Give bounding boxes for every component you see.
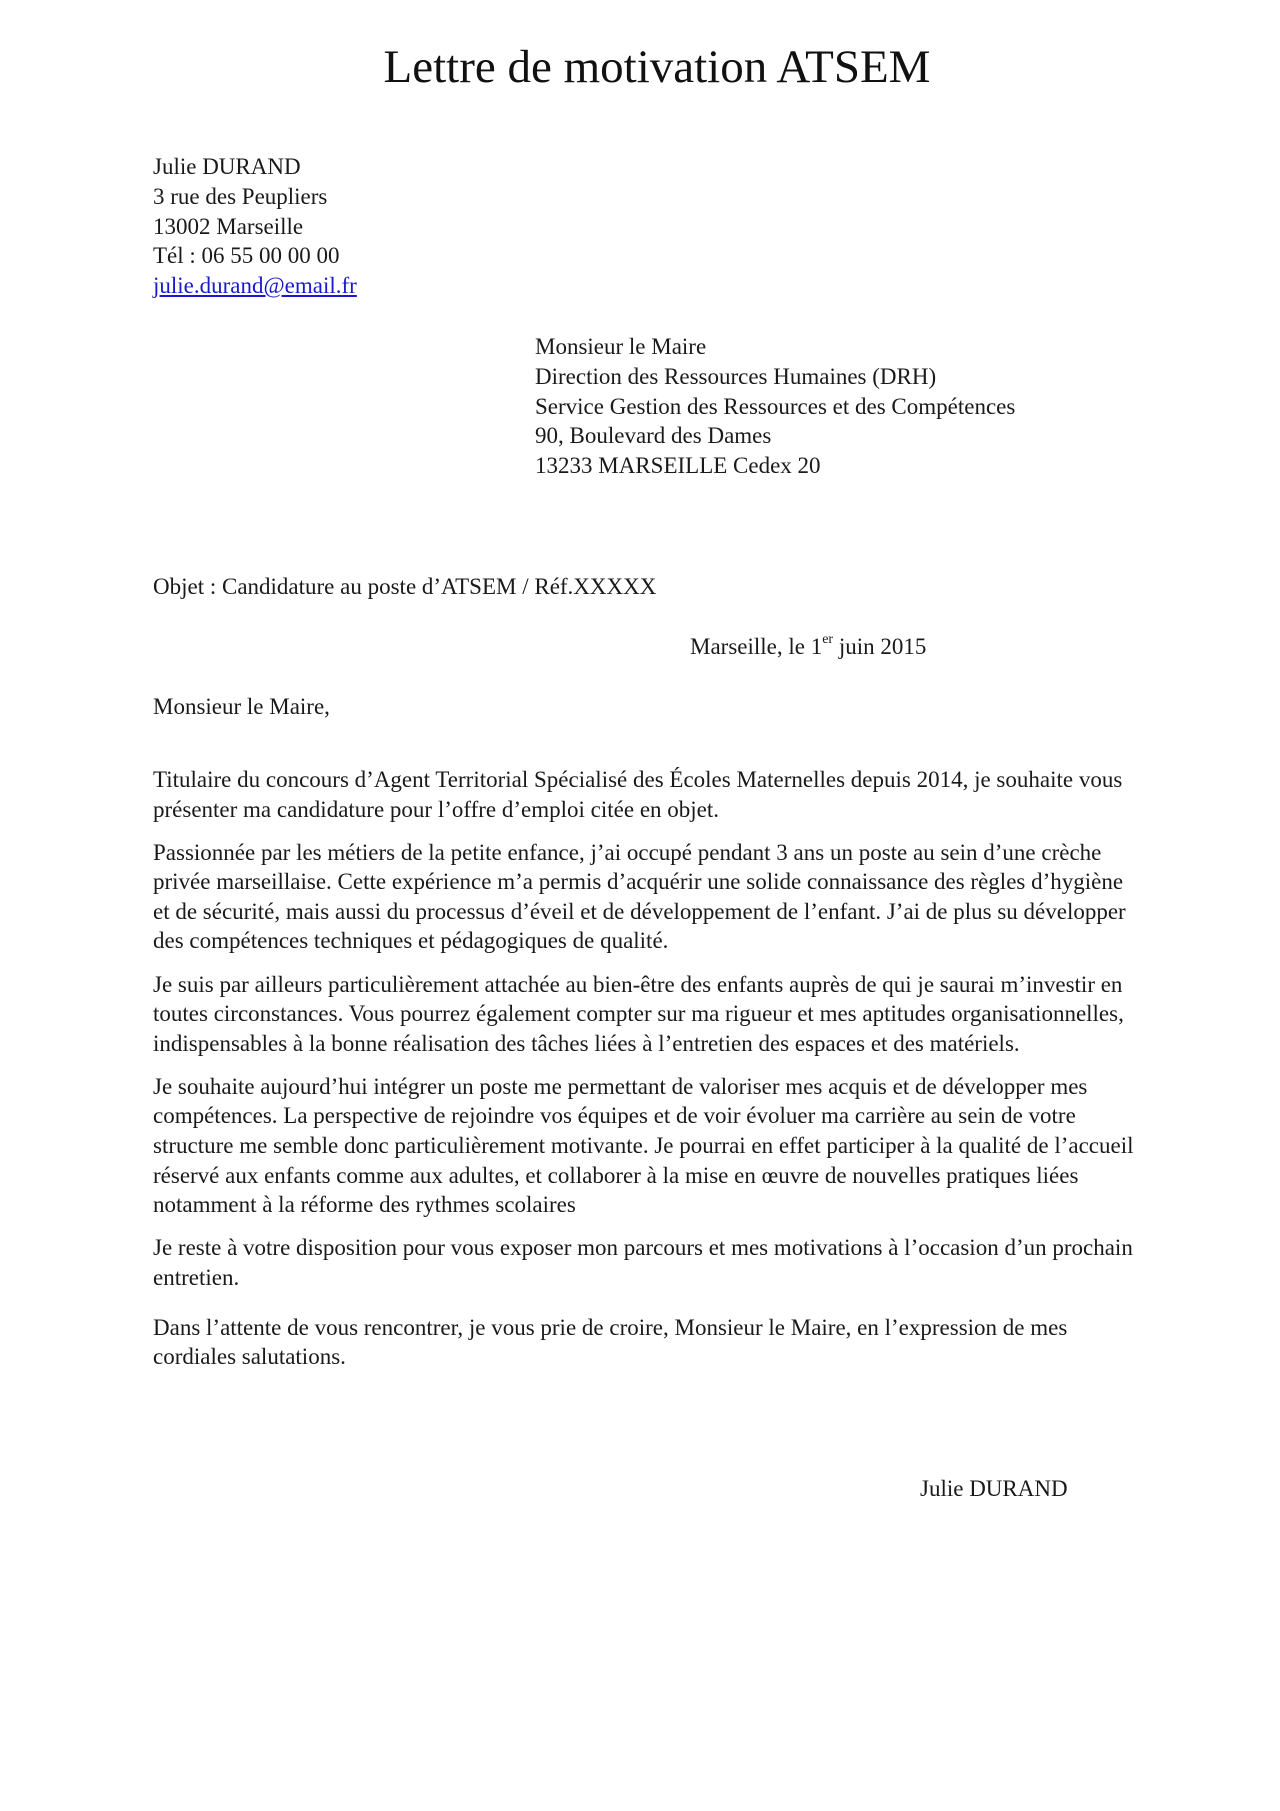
sender-email-link[interactable]: julie.durand@email.fr <box>153 273 357 299</box>
recipient-line: Service Gestion des Ressources et des Compétences <box>535 393 1016 419</box>
closing-paragraph: Dans l’attente de vous rencontrer, je vous prie de croire, Monsieur le Maire, en l’expression de mes cordiales salutations. <box>153 1314 1068 1370</box>
date-line <box>690 632 926 662</box>
recipient-block <box>535 332 1015 481</box>
sender-name: Julie DURAND <box>153 154 301 179</box>
greeting: Monsieur le Maire, <box>153 694 330 719</box>
letter-body <box>153 765 1138 1385</box>
recipient-line: 13233 MARSEILLE Cedex 20 <box>535 453 821 479</box>
date-prefix: Marseille, le 1 <box>690 634 823 659</box>
recipient-line: Monsieur le Maire <box>535 334 707 359</box>
body-paragraph: Titulaire du concours d’Agent Territorial Spécialisé des Écoles Maternelles depuis 2014, je souhaite vous présenter ma candidature pour l’offre d’emploi citée en objet. <box>153 767 1123 822</box>
sender-city: 13002 Marseille <box>153 213 304 239</box>
recipient-line: 90, Boulevard des Dames <box>535 423 772 449</box>
recipient-line: Direction des Ressources Humaines (DRH) <box>535 363 937 389</box>
date-suffix: juin 2015 <box>833 634 927 659</box>
body-paragraph: Je reste à votre disposition pour vous exposer mon parcours et mes motivations à l’occasion d’un prochain entretien. <box>153 1235 1133 1290</box>
signature: Julie DURAND <box>920 1476 1068 1501</box>
page-title: Lettre de motivation ATSEM <box>383 41 931 93</box>
body-paragraph: Je suis par ailleurs particulièrement attachée au bien-être des enfants auprès de qui je saurai m’investir en toutes circonstances. Vous pourrez également compter sur ma rigueur et mes aptitudes organisationnelles, indispensables à la bonne réalisation des tâches liées à l’entretien des espaces et des matériels. <box>153 971 1124 1056</box>
sender-block <box>153 152 357 301</box>
sender-street: 3 rue des Peupliers <box>153 183 328 209</box>
body-paragraph: Passionnée par les métiers de la petite enfance, j’ai occupé pendant 3 ans un poste au sein d’une crèche privée marseillaise. Cette expérience m’a permis d’acquérir une solide connaissance des règles d’hygiène et de sécurité, mais aussi du processus d’éveil et de développement de l’enfant. J’ai de plus su développer des compétences techniques et pédagogiques de qualité. <box>153 839 1126 954</box>
date-superscript: er <box>822 632 834 648</box>
sender-phone: Tél : 06 55 00 00 00 <box>153 243 340 269</box>
subject-line: Objet : Candidature au poste d’ATSEM / Réf.XXXXX <box>153 574 657 599</box>
body-paragraph: Je souhaite aujourd’hui intégrer un poste me permettant de valoriser mes acquis et de développer mes compétences. La perspective de rejoindre vos équipes et de voir évoluer ma carrière au sein de votre structure me semble donc particulièrement motivante. Je pourrai en effet participer à la qualité de l’accueil réservé aux enfants comme aux adultes, et collaborer à la mise en œuvre de nouvelles pratiques liées notamment à la réforme des rythmes scolaires <box>153 1073 1134 1218</box>
